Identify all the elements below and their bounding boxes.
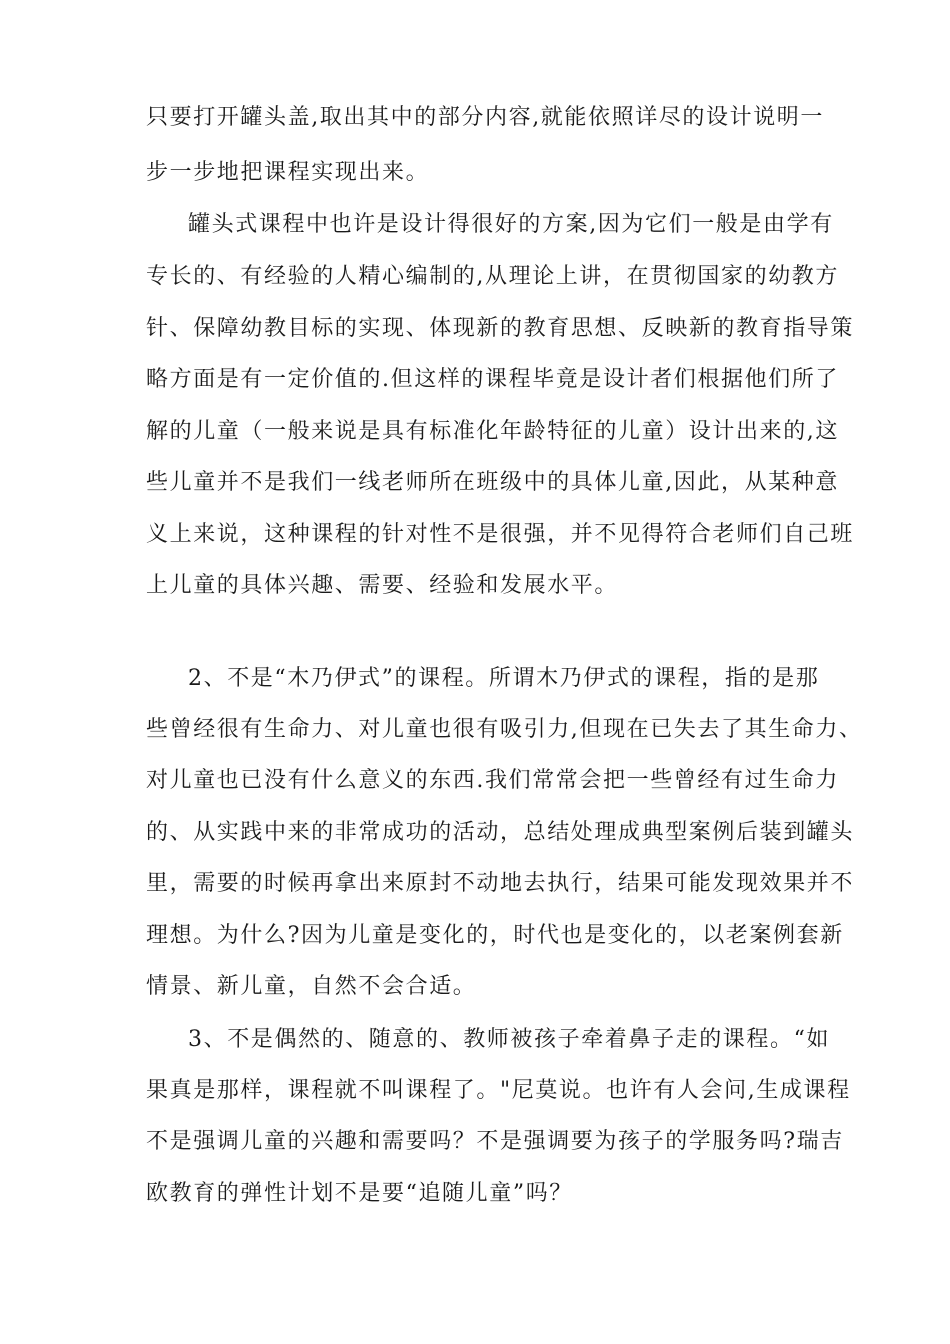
- text-line: 些儿童并不是我们一线老师所在班级中的具体儿童,因此，从某种意: [146, 470, 839, 495]
- paragraph-first-line: 3、不是偶然的、随意的、教师被孩子牵着鼻子走的课程。“如: [188, 1027, 831, 1052]
- text-line: 理想。为什么?因为儿童是变化的，时代也是变化的，以老案例套新: [146, 923, 844, 948]
- text-line: 里，需要的时候再拿出来原封不动地去执行，结果可能发现效果并不: [146, 871, 855, 896]
- text-line: 对儿童也已没有什么意义的东西.我们常常会把一些曾经有过生命力: [146, 768, 839, 793]
- text-line: 步一步地把课程实现出来。: [146, 160, 430, 185]
- text-line: 不是强调儿童的兴趣和需要吗？不是强调要为孩子的学服务吗?瑞吉: [146, 1129, 844, 1154]
- text-line: 些曾经很有生命力、对儿童也很有吸引力,但现在已失去了其生命力、: [146, 717, 863, 742]
- paragraph-first-line: 罐头式课程中也许是设计得很好的方案,因为它们一般是由学有: [188, 212, 834, 237]
- text-line: 上儿童的具体兴趣、需要、经验和发展水平。: [146, 573, 619, 598]
- text-line: 针、保障幼教目标的实现、体现新的教育思想、反映新的教育指导策: [146, 316, 855, 341]
- text-line: 略方面是有一定价值的.但这样的课程毕竟是设计者们根据他们所了: [146, 367, 839, 392]
- text-line: 的、从实践中来的非常成功的活动，总结处理成典型案例后装到罐头: [146, 820, 855, 845]
- text-line: 义上来说，这种课程的针对性不是很强，并不见得符合老师们自己班: [146, 522, 855, 547]
- text-line: 解的儿童（一般来说是具有标准化年龄特征的儿童）设计出来的,这: [146, 419, 839, 444]
- text-line: 专长的、有经验的人精心编制的,从理论上讲，在贯彻国家的幼教方: [146, 264, 839, 289]
- text-line: 只要打开罐头盖,取出其中的部分内容,就能依照详尽的设计说明一: [146, 105, 824, 130]
- text-line: 情景、新儿童，自然不会合适。: [146, 974, 477, 999]
- text-line: 果真是那样，课程就不叫课程了。"尼莫说。也许有人会问,生成课程: [146, 1078, 851, 1103]
- text-line: 欧教育的弹性计划不是要“追随儿童”吗？: [146, 1181, 573, 1206]
- paragraph-first-line: 2、不是“木乃伊式”的课程。所谓木乃伊式的课程，指的是那: [188, 666, 820, 691]
